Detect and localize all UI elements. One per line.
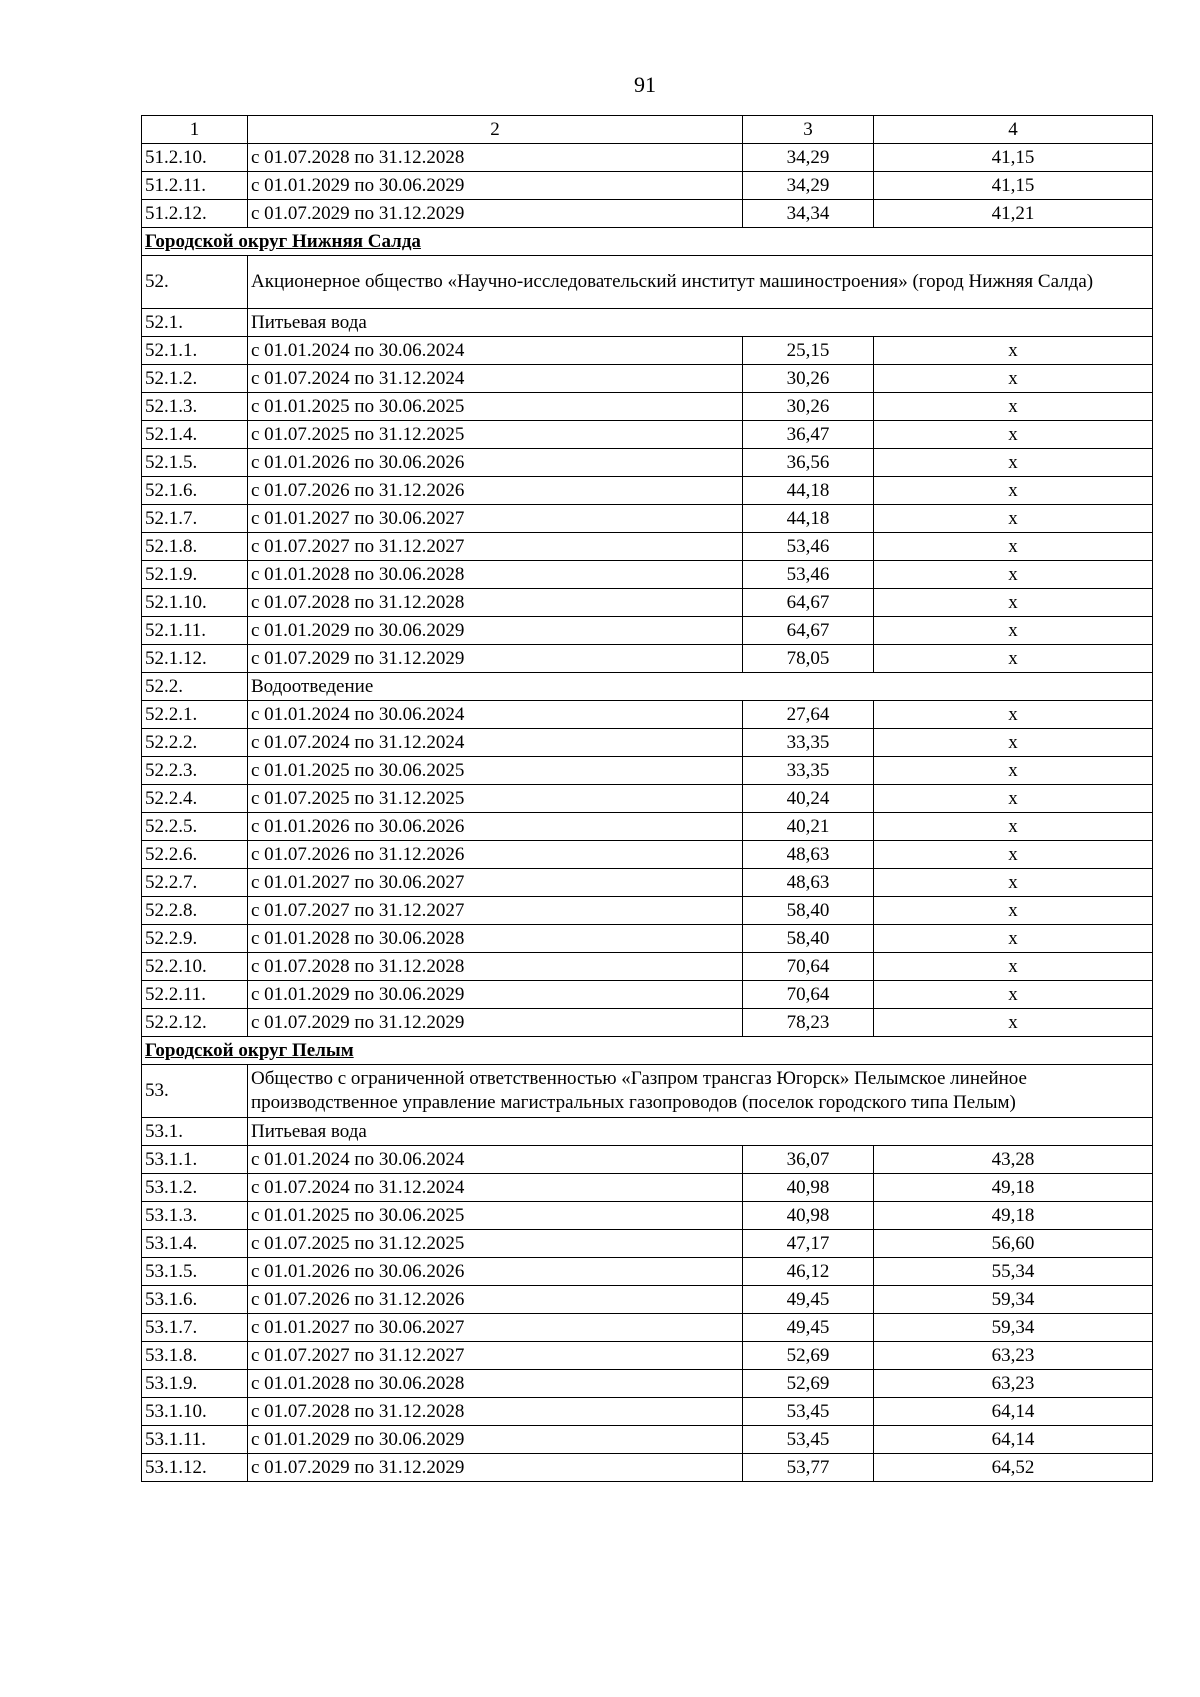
tariff-value-col3: 40,24 xyxy=(743,785,874,813)
period-cell: с 01.07.2027 по 31.12.2027 xyxy=(248,533,743,561)
period-cell: с 01.01.2027 по 30.06.2027 xyxy=(248,1314,743,1342)
tariff-value-col3: 53,45 xyxy=(743,1398,874,1426)
tariff-value-col3: 64,67 xyxy=(743,589,874,617)
tariff-value-col4: х xyxy=(874,561,1153,589)
period-cell: с 01.07.2024 по 31.12.2024 xyxy=(248,1174,743,1202)
tariff-value-col3: 34,34 xyxy=(743,200,874,228)
table-row xyxy=(142,533,1153,561)
column-header: 4 xyxy=(874,116,1153,144)
tariff-value-col3: 25,15 xyxy=(743,337,874,365)
service-row xyxy=(142,309,1153,337)
table-row xyxy=(142,981,1153,1009)
tariff-value-col3: 49,45 xyxy=(743,1314,874,1342)
table-row xyxy=(142,1342,1153,1370)
tariff-value-col4: х xyxy=(874,981,1153,1009)
tariff-value-col4: 55,34 xyxy=(874,1258,1153,1286)
service-name: Питьевая вода xyxy=(248,1118,1153,1146)
tariff-value-col3: 53,46 xyxy=(743,533,874,561)
row-number: 53. xyxy=(142,1065,248,1118)
tariff-value-col4: х xyxy=(874,813,1153,841)
period-cell: с 01.01.2027 по 30.06.2027 xyxy=(248,869,743,897)
row-number: 53.1.5. xyxy=(142,1258,248,1286)
organization-row xyxy=(142,1065,1153,1118)
table-row xyxy=(142,1174,1153,1202)
tariff-value-col4: 64,14 xyxy=(874,1398,1153,1426)
section-heading: Городской округ Пелым xyxy=(142,1037,1153,1065)
period-cell: с 01.07.2026 по 31.12.2026 xyxy=(248,841,743,869)
tariff-value-col3: 58,40 xyxy=(743,897,874,925)
period-cell: с 01.01.2024 по 30.06.2024 xyxy=(248,1146,743,1174)
tariff-value-col4: х xyxy=(874,449,1153,477)
tariff-value-col3: 53,77 xyxy=(743,1454,874,1482)
tariff-value-col4: х xyxy=(874,701,1153,729)
tariff-value-col3: 49,45 xyxy=(743,1286,874,1314)
tariff-value-col4: 41,21 xyxy=(874,200,1153,228)
period-cell: с 01.07.2027 по 31.12.2027 xyxy=(248,897,743,925)
tariff-value-col3: 34,29 xyxy=(743,144,874,172)
period-cell: с 01.07.2025 по 31.12.2025 xyxy=(248,1230,743,1258)
tariff-value-col4: 59,34 xyxy=(874,1286,1153,1314)
tariff-value-col4: 43,28 xyxy=(874,1146,1153,1174)
period-cell: с 01.07.2029 по 31.12.2029 xyxy=(248,1009,743,1037)
column-header: 2 xyxy=(248,116,743,144)
tariff-value-col4: 41,15 xyxy=(874,172,1153,200)
tariff-value-col4: х xyxy=(874,421,1153,449)
table-row xyxy=(142,785,1153,813)
period-cell: с 01.07.2025 по 31.12.2025 xyxy=(248,785,743,813)
column-header: 1 xyxy=(142,116,248,144)
tariff-value-col4: 49,18 xyxy=(874,1174,1153,1202)
row-number: 52.1.8. xyxy=(142,533,248,561)
period-cell: с 01.07.2027 по 31.12.2027 xyxy=(248,1342,743,1370)
period-cell: с 01.01.2029 по 30.06.2029 xyxy=(248,172,743,200)
tariff-value-col3: 78,23 xyxy=(743,1009,874,1037)
service-name: Питьевая вода xyxy=(248,309,1153,337)
tariff-value-col4: 49,18 xyxy=(874,1202,1153,1230)
tariff-value-col4: х xyxy=(874,589,1153,617)
tariff-value-col4: х xyxy=(874,925,1153,953)
row-number: 53.1.12. xyxy=(142,1454,248,1482)
table-row xyxy=(142,701,1153,729)
tariff-value-col4: 63,23 xyxy=(874,1370,1153,1398)
organization-name: Общество с ограниченной ответственностью «Газпром трансгаз Югорск» Пелымское линейное производственное управление магистральных газопроводов (поселок городского типа Пелым) xyxy=(248,1065,1153,1118)
table-row xyxy=(142,1370,1153,1398)
table-row xyxy=(142,1230,1153,1258)
tariff-value-col3: 46,12 xyxy=(743,1258,874,1286)
row-number: 52.1.2. xyxy=(142,365,248,393)
tariff-value-col4: х xyxy=(874,757,1153,785)
period-cell: с 01.01.2028 по 30.06.2028 xyxy=(248,561,743,589)
period-cell: с 01.01.2028 по 30.06.2028 xyxy=(248,1370,743,1398)
row-number: 53.1.6. xyxy=(142,1286,248,1314)
tariff-value-col4: х xyxy=(874,617,1153,645)
row-number: 52.1.9. xyxy=(142,561,248,589)
service-row xyxy=(142,1118,1153,1146)
row-number: 52.1.7. xyxy=(142,505,248,533)
period-cell: с 01.01.2026 по 30.06.2026 xyxy=(248,813,743,841)
table-row xyxy=(142,841,1153,869)
row-number: 52.1. xyxy=(142,309,248,337)
service-name: Водоотведение xyxy=(248,673,1153,701)
table-row xyxy=(142,813,1153,841)
tariff-value-col3: 70,64 xyxy=(743,953,874,981)
table-row xyxy=(142,589,1153,617)
row-number: 52.2.1. xyxy=(142,701,248,729)
period-cell: с 01.01.2025 по 30.06.2025 xyxy=(248,1202,743,1230)
tariff-value-col3: 36,56 xyxy=(743,449,874,477)
table-row xyxy=(142,1314,1153,1342)
period-cell: с 01.07.2025 по 31.12.2025 xyxy=(248,421,743,449)
row-number: 53.1.9. xyxy=(142,1370,248,1398)
period-cell: с 01.01.2028 по 30.06.2028 xyxy=(248,925,743,953)
table-row xyxy=(142,200,1153,228)
table-row xyxy=(142,172,1153,200)
table-row xyxy=(142,1454,1153,1482)
row-number: 52.2.7. xyxy=(142,869,248,897)
table-row xyxy=(142,869,1153,897)
row-number: 52.1.10. xyxy=(142,589,248,617)
tariff-value-col3: 53,45 xyxy=(743,1426,874,1454)
tariff-value-col3: 44,18 xyxy=(743,477,874,505)
period-cell: с 01.01.2025 по 30.06.2025 xyxy=(248,757,743,785)
table-row xyxy=(142,337,1153,365)
row-number: 51.2.12. xyxy=(142,200,248,228)
tariff-value-col4: х xyxy=(874,533,1153,561)
row-number: 53.1.4. xyxy=(142,1230,248,1258)
column-header: 3 xyxy=(743,116,874,144)
tariff-value-col4: х xyxy=(874,897,1153,925)
table-row xyxy=(142,645,1153,673)
table-row xyxy=(142,757,1153,785)
row-number: 52.2. xyxy=(142,673,248,701)
row-number: 52.2.11. xyxy=(142,981,248,1009)
period-cell: с 01.07.2029 по 31.12.2029 xyxy=(248,645,743,673)
table-row xyxy=(142,477,1153,505)
tariff-value-col4: х xyxy=(874,785,1153,813)
period-cell: с 01.01.2024 по 30.06.2024 xyxy=(248,701,743,729)
period-cell: с 01.07.2024 по 31.12.2024 xyxy=(248,729,743,757)
period-cell: с 01.01.2025 по 30.06.2025 xyxy=(248,393,743,421)
tariff-value-col4: х xyxy=(874,477,1153,505)
row-number: 52.2.5. xyxy=(142,813,248,841)
table-row xyxy=(142,617,1153,645)
tariff-value-col4: х xyxy=(874,869,1153,897)
tariff-value-col3: 36,47 xyxy=(743,421,874,449)
row-number: 52.1.6. xyxy=(142,477,248,505)
table-row xyxy=(142,953,1153,981)
tariff-value-col3: 40,98 xyxy=(743,1202,874,1230)
tariff-value-col3: 70,64 xyxy=(743,981,874,1009)
tariff-value-col4: х xyxy=(874,841,1153,869)
tariff-value-col3: 47,17 xyxy=(743,1230,874,1258)
tariff-value-col4: 41,15 xyxy=(874,144,1153,172)
table-row xyxy=(142,561,1153,589)
table-row xyxy=(142,421,1153,449)
period-cell: с 01.01.2027 по 30.06.2027 xyxy=(248,505,743,533)
table-row xyxy=(142,144,1153,172)
tariff-value-col3: 30,26 xyxy=(743,393,874,421)
table-row xyxy=(142,1009,1153,1037)
table-row xyxy=(142,897,1153,925)
tariff-value-col3: 52,69 xyxy=(743,1370,874,1398)
tariff-value-col4: 64,14 xyxy=(874,1426,1153,1454)
row-number: 53.1.1. xyxy=(142,1146,248,1174)
table-row xyxy=(142,393,1153,421)
row-number: 52.1.5. xyxy=(142,449,248,477)
row-number: 52.2.12. xyxy=(142,1009,248,1037)
service-row xyxy=(142,673,1153,701)
period-cell: с 01.07.2028 по 31.12.2028 xyxy=(248,144,743,172)
tariff-value-col3: 48,63 xyxy=(743,841,874,869)
period-cell: с 01.07.2029 по 31.12.2029 xyxy=(248,1454,743,1482)
table-row xyxy=(142,449,1153,477)
tariff-value-col3: 30,26 xyxy=(743,365,874,393)
period-cell: с 01.01.2026 по 30.06.2026 xyxy=(248,1258,743,1286)
row-number: 52.2.2. xyxy=(142,729,248,757)
tariff-value-col4: 56,60 xyxy=(874,1230,1153,1258)
tariff-value-col3: 36,07 xyxy=(743,1146,874,1174)
row-number: 52.2.9. xyxy=(142,925,248,953)
tariff-value-col4: х xyxy=(874,1009,1153,1037)
tariff-value-col4: х xyxy=(874,505,1153,533)
tariff-table xyxy=(141,115,1153,1482)
row-number: 52.2.3. xyxy=(142,757,248,785)
row-number: 53.1.10. xyxy=(142,1398,248,1426)
period-cell: с 01.01.2029 по 30.06.2029 xyxy=(248,617,743,645)
section-heading-row xyxy=(142,228,1153,256)
row-number: 51.2.10. xyxy=(142,144,248,172)
table-row xyxy=(142,1146,1153,1174)
tariff-value-col3: 78,05 xyxy=(743,645,874,673)
table-row xyxy=(142,1258,1153,1286)
row-number: 53.1. xyxy=(142,1118,248,1146)
page-number: 91 xyxy=(634,72,656,97)
section-heading-row xyxy=(142,1037,1153,1065)
row-number: 52.1.11. xyxy=(142,617,248,645)
tariff-value-col3: 40,98 xyxy=(743,1174,874,1202)
tariff-value-col3: 33,35 xyxy=(743,757,874,785)
tariff-value-col4: х xyxy=(874,365,1153,393)
section-heading: Городской округ Нижняя Салда xyxy=(142,228,1153,256)
row-number: 53.1.3. xyxy=(142,1202,248,1230)
row-number: 53.1.8. xyxy=(142,1342,248,1370)
row-number: 52.1.3. xyxy=(142,393,248,421)
row-number: 51.2.11. xyxy=(142,172,248,200)
table-row xyxy=(142,729,1153,757)
tariff-value-col4: 64,52 xyxy=(874,1454,1153,1482)
organization-name: Акционерное общество «Научно-исследовательский институт машиностроения» (город Нижняя Салда) xyxy=(248,256,1153,309)
tariff-value-col4: х xyxy=(874,393,1153,421)
row-number: 52.1.12. xyxy=(142,645,248,673)
organization-row xyxy=(142,256,1153,309)
tariff-value-col4: х xyxy=(874,729,1153,757)
period-cell: с 01.07.2026 по 31.12.2026 xyxy=(248,477,743,505)
tariff-value-col4: 59,34 xyxy=(874,1314,1153,1342)
header-row xyxy=(142,116,1153,144)
period-cell: с 01.01.2029 по 30.06.2029 xyxy=(248,1426,743,1454)
table-row xyxy=(142,925,1153,953)
tariff-value-col3: 33,35 xyxy=(743,729,874,757)
table-row xyxy=(142,1286,1153,1314)
tariff-value-col3: 27,64 xyxy=(743,701,874,729)
period-cell: с 01.01.2029 по 30.06.2029 xyxy=(248,981,743,1009)
row-number: 52.1.4. xyxy=(142,421,248,449)
row-number: 52.2.6. xyxy=(142,841,248,869)
period-cell: с 01.07.2028 по 31.12.2028 xyxy=(248,589,743,617)
period-cell: с 01.07.2024 по 31.12.2024 xyxy=(248,365,743,393)
row-number: 52.2.8. xyxy=(142,897,248,925)
period-cell: с 01.07.2028 по 31.12.2028 xyxy=(248,953,743,981)
table-row xyxy=(142,505,1153,533)
tariff-value-col4: 63,23 xyxy=(874,1342,1153,1370)
tariff-value-col4: х xyxy=(874,337,1153,365)
row-number: 53.1.7. xyxy=(142,1314,248,1342)
table-row xyxy=(142,1202,1153,1230)
period-cell: с 01.01.2024 по 30.06.2024 xyxy=(248,337,743,365)
period-cell: с 01.01.2026 по 30.06.2026 xyxy=(248,449,743,477)
tariff-value-col3: 34,29 xyxy=(743,172,874,200)
table-body xyxy=(142,144,1153,1482)
tariff-value-col3: 48,63 xyxy=(743,869,874,897)
tariff-value-col3: 40,21 xyxy=(743,813,874,841)
tariff-value-col4: х xyxy=(874,953,1153,981)
row-number: 53.1.11. xyxy=(142,1426,248,1454)
row-number: 52.2.10. xyxy=(142,953,248,981)
table-row xyxy=(142,1398,1153,1426)
row-number: 52.2.4. xyxy=(142,785,248,813)
tariff-value-col3: 52,69 xyxy=(743,1342,874,1370)
row-number: 52. xyxy=(142,256,248,309)
period-cell: с 01.07.2028 по 31.12.2028 xyxy=(248,1398,743,1426)
table-row xyxy=(142,365,1153,393)
row-number: 53.1.2. xyxy=(142,1174,248,1202)
tariff-value-col3: 58,40 xyxy=(743,925,874,953)
tariff-value-col3: 64,67 xyxy=(743,617,874,645)
table-row xyxy=(142,1426,1153,1454)
period-cell: с 01.07.2026 по 31.12.2026 xyxy=(248,1286,743,1314)
tariff-value-col3: 53,46 xyxy=(743,561,874,589)
tariff-value-col4: х xyxy=(874,645,1153,673)
period-cell: с 01.07.2029 по 31.12.2029 xyxy=(248,200,743,228)
row-number: 52.1.1. xyxy=(142,337,248,365)
tariff-value-col3: 44,18 xyxy=(743,505,874,533)
